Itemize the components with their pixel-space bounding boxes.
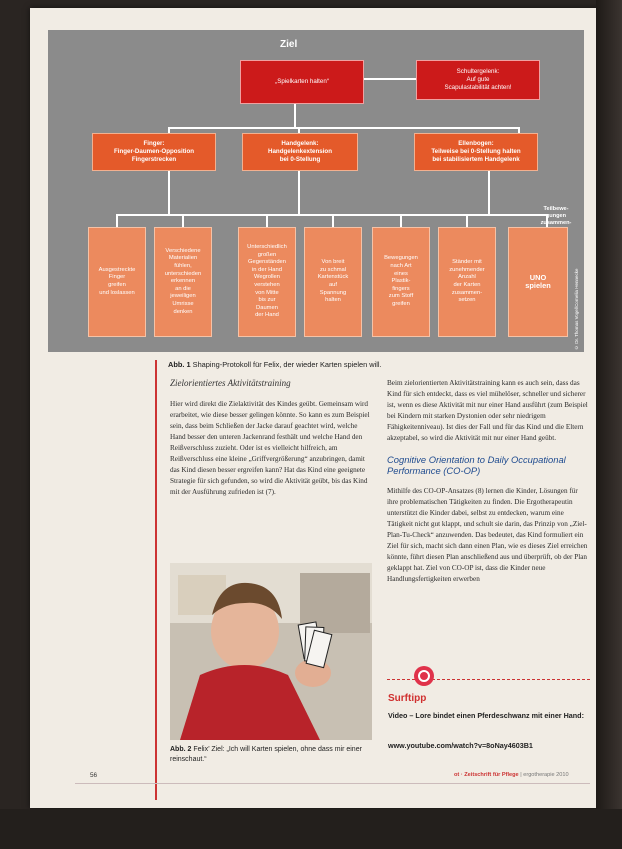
connector (116, 214, 546, 216)
surf-icon (414, 666, 434, 686)
surftipp-url[interactable]: www.youtube.com/watch?v=8oNay4603B1 (388, 741, 533, 750)
shoulder-box: Schultergelenk: Auf gute Scapulastabilität achten! (416, 60, 540, 100)
body-paragraph: Hier wird direkt die Zielaktivität des Kindes geübt. Gemeinsam wird erarbeitet, wie diese besser gelingen könnte. So kann es zum Beispiel sein, dass beim Schließen der Jacke darauf geachtet wird, welche Hand besser den unteren Jackenrand festhält und welche Hand den Reißverschluss zuzieht. Oder ist es vielleicht hilfreich, am Reißverschluss eine kleine „Griffvergrößerung“ anzubringen, damit das Kind diesen besser ergreifen kann? Hat das Kind eine geeignete Strategie für sich gefunden, so wird die Aktivität geübt, bis das Kind mit der Ausführung zufrieden ist (7). (170, 400, 370, 496)
step-box: Ständer mit zunehmender Anzahl der Karten zusammen- setzen (438, 227, 496, 337)
connector (116, 214, 118, 227)
finger-box: Finger: Finger-Daumen-Opposition Fingerstrecken (92, 133, 216, 171)
goal-box: „Spielkarten halten“ (240, 60, 364, 104)
connector (168, 171, 170, 215)
figure1-caption: Abb. 1 Shaping-Protokoll für Felix, der wieder Karten spielen will. (168, 360, 382, 369)
step-box: Unterschiedlich großen Gegenständen in der Hand Wegrollen verstehen von Mitte bis zur Daumen der Hand (238, 227, 296, 337)
diagram-title: Ziel (280, 39, 298, 50)
section-heading-coop: Cognitive Orientation to Daily Occupational Performance (CO-OP) (387, 454, 566, 476)
shaping-diagram (48, 30, 584, 352)
margin-rule (155, 360, 157, 800)
connector (488, 171, 490, 215)
connector (182, 214, 184, 227)
body-paragraph: Mithilfe des CO-OP-Ansatzes (8) lernen die Kinder, Lösungen für ihre problematischen Tätigkeiten zu finden. Die Ergotherapeutin unterstützt die Kinder dabei, selbst zu entdecken, warum eine Tätigkeit nicht gut klappt, und schult sie darin, das Prinzip von „Ziel-Plan-Tu-Check“ anzuwenden. Das bedeutet, das Kind formuliert ein Ziel für sich, macht sich dann einen Plan, wie es dieses Ziel erreichen könnte, führt diesen Plan anschließend aus und überprüft, ob der Plan geklappt hat. Ziel von CO-OP ist, dass die Kinder neue Handlungsfertigkeiten erwerben (387, 487, 588, 583)
step-box-uno: UNO spielen (508, 227, 568, 337)
section-heading: Zielorientiertes Aktivitätstraining (170, 378, 291, 388)
left-column (170, 378, 372, 498)
footer-rule (75, 783, 590, 784)
connector (168, 127, 518, 129)
photo-illustration (170, 563, 372, 740)
figure2-caption: Abb. 2 Felix’ Ziel: „Ich will Karten spielen, ohne dass mir einer reinschaut.“ (170, 746, 362, 763)
connector (294, 104, 296, 128)
step-box: Verschiedene Materialien fühlen, unterschieden erkennen an die jeweiligen Umrisse denken (154, 227, 212, 337)
photo-boy-with-cards (170, 563, 372, 740)
connector (266, 214, 268, 227)
connector (298, 171, 300, 215)
scan-background (0, 809, 622, 849)
elbow-box: Ellenbogen: Teilweise bei 0-Stellung halten bei stabilisiertem Handgelenk (414, 133, 538, 171)
wrist-box: Handgelenk: Handgelenkextension bei 0-Stellung (242, 133, 358, 171)
surftipp-text: Video – Lore bindet einen Pferdeschwanz mit einer Hand: (388, 711, 584, 720)
footer-journal: ot · Zeitschrift für Pflege | ergotherapie 2010 (454, 772, 569, 778)
connector (400, 214, 402, 227)
right-column (387, 378, 590, 585)
connector (332, 214, 334, 227)
page-number: 56 (90, 772, 98, 779)
surftipp-title: Surftipp (388, 693, 427, 704)
connector (466, 214, 468, 227)
photo-credit: © Dr. Thomas Vogel/Cornelia Hennecke (574, 268, 579, 350)
body-paragraph: Beim zielorientierten Aktivitätstraining kann es auch sein, dass das Kind für sich entdeckt, dass es viel mühelöser, schneller und sicherer ist, wenn es diese Aktivität mit nur einer Hand ausführt (zum Beispiel bei Kindern mit starken Dystonien oder sehr niedrigem Fähigkeitenniveau). Ist dies der Fall und für das Kind und die Eltern akzeptabel, so wird die Aktivität mit nur einer Hand geübt. (387, 379, 588, 442)
page-shadow (596, 0, 622, 849)
step-box: Von breit zu schmal Kartenstück auf Spannung halten (304, 227, 362, 337)
teilbewegungen-label: Teilbewe- gungen zusammen- (540, 206, 572, 226)
step-box: Ausgestreckte Finger greifen und loslassen (88, 227, 146, 337)
step-box: Bewegungen nach Art eines Plastik- fingers zum Stoff greifen (372, 227, 430, 337)
